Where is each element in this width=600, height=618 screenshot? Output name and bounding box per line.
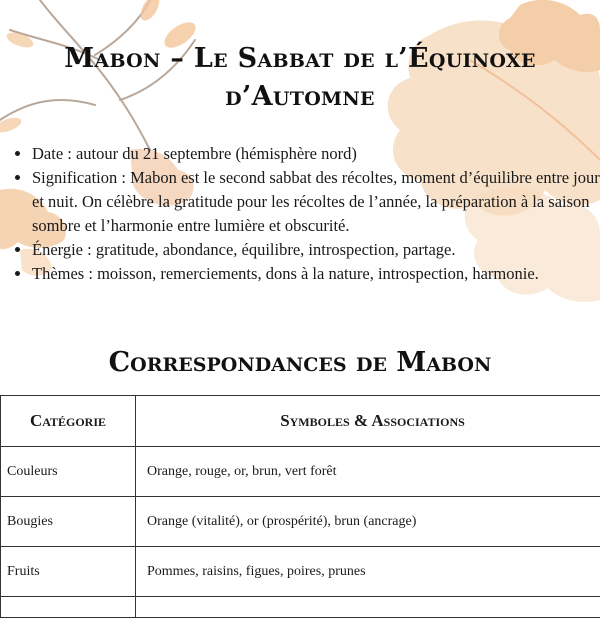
table-cell-category: Fruits [1, 547, 136, 597]
table-cell-associations: Pommes, raisins, figues, poires, prunes [136, 547, 600, 597]
sabbat-info-list [14, 142, 600, 286]
table-cell-associations: Orange, rouge, or, brun, vert forêt [136, 447, 600, 497]
header-category: Catégorie [1, 396, 136, 447]
correspondences-table [0, 395, 600, 618]
page-title: Mabon – Le Sabbat de l’Équinoxe d’Automne [0, 40, 600, 116]
section-title: Correspondances de Mabon [0, 345, 600, 381]
table-cell-category: Bougies [1, 497, 136, 547]
table-row [1, 547, 600, 597]
table-row [1, 447, 600, 497]
list-item-energie: • Énergie : gratitude, abondance, équilibre, introspection, partage. [32, 238, 600, 262]
list-item-themes: • Thèmes : moisson, remerciements, dons à la nature, introspection, harmonie. [32, 262, 600, 286]
table-header-row [1, 396, 600, 447]
table-cell-associations: Orange (vitalité), or (prospérité), brun (ancrage) [136, 497, 600, 547]
table-row [1, 497, 600, 547]
list-item-signification: • Signification : Mabon est le second sabbat des récoltes, moment d’équilibre entre jour et nuit. On célèbre la gratitude pour les récoltes de l’année, la préparation à la saison sombre et l’harmonie entre lumière et obscurité. [32, 166, 600, 238]
header-associations: Symboles & Associations [136, 396, 600, 447]
table-cell-category: Couleurs [1, 447, 136, 497]
list-item-date: • Date : autour du 21 septembre (hémisphère nord) [32, 142, 600, 166]
